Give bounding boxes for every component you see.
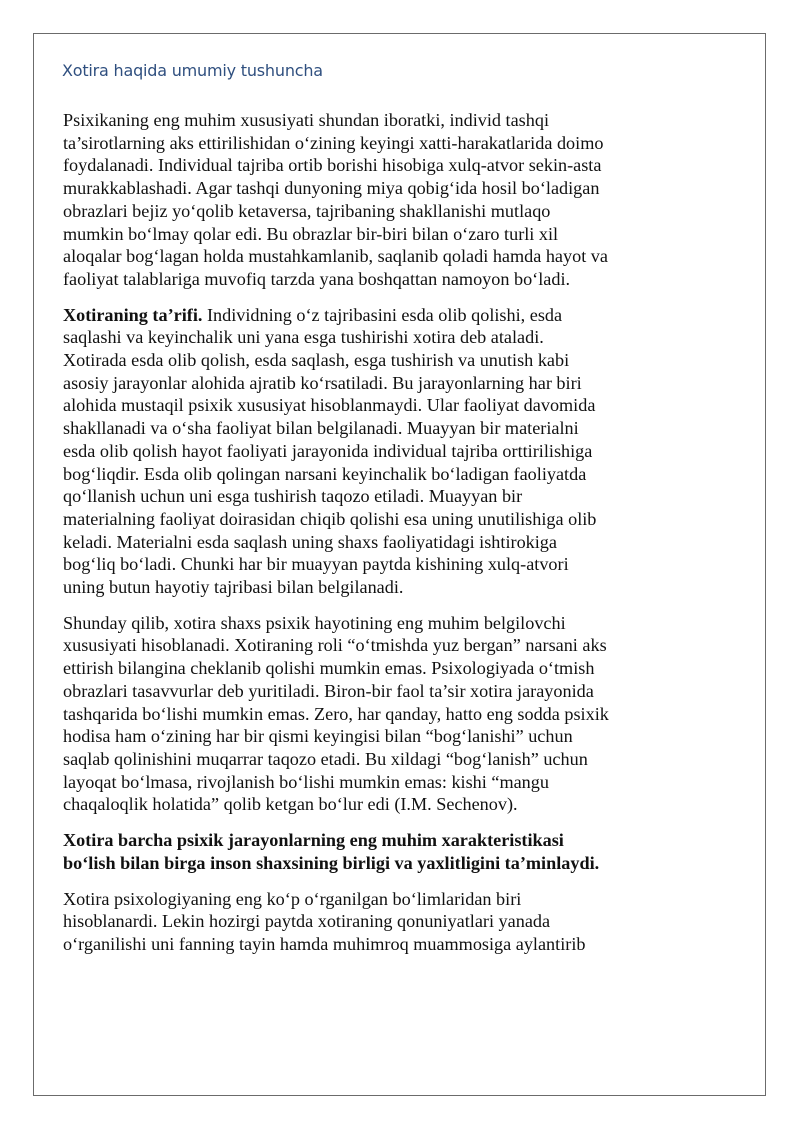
para-line: aloqalar bog‘lagan holda mustahkamlanib, saqlanib qoladi hamda hayot va <box>63 246 608 267</box>
para-line: shakllanadi va o‘sha faoliyat bilan belgilanadi. Muayyan bir materialni <box>63 418 579 439</box>
para-line: bog‘liq bo‘ladi. Chunki har bir muayyan paytda kishining xulq-atvori <box>63 554 569 575</box>
para-line: foydalanadi. Individual tajriba ortib borishi hisobiga xulq-atvor sekin-asta <box>63 155 602 176</box>
para-line: bo‘lish bilan birga inson shaxsining birligi va yaxlitligini ta’minlaydi. <box>63 852 600 873</box>
para-line: Individning o‘z tajribasini esda olib qolishi, esda <box>202 304 563 325</box>
para-line: chaqaloqlik holatida” qolib ketgan bo‘lur edi (I.M. Sechenov). <box>63 794 518 815</box>
definition-lead: Xotiraning ta’rifi. <box>63 304 203 325</box>
para-line: tashqarida bo‘lishi mumkin emas. Zero, har qanday, hatto eng sodda psixik <box>63 703 609 724</box>
para-line: Xotira psixologiyaning eng ko‘p o‘rganilgan bo‘limlaridan biri <box>63 888 522 909</box>
paragraph-conclusion <box>63 612 688 816</box>
paragraph-bold-statement <box>63 829 688 874</box>
para-line: murakkablashadi. Agar tashqi dunyoning miya qobig‘ida hosil bo‘ladigan <box>63 178 600 199</box>
paragraph-intro <box>63 109 688 291</box>
para-line: qo‘llanish uchun uni esga tushirish taqozo etiladi. Muayyan bir <box>63 486 523 507</box>
para-line: saqlashi va keyinchalik uni yana esga tushirishi xotira deb ataladi. <box>63 327 544 348</box>
document-heading: Xotira haqida umumiy tushuncha <box>62 61 323 80</box>
para-line: alohida mustaqil psixik xususiyat hisoblanmaydi. Ular faoliyat davomida <box>63 395 596 416</box>
paragraph-final <box>63 888 688 956</box>
para-line: uning butun hayotiy tajribasi bilan belgilanadi. <box>63 577 404 598</box>
para-line: Shunday qilib, xotira shaxs psixik hayotining eng muhim belgilovchi <box>63 612 566 633</box>
document-body <box>63 109 688 969</box>
para-line: hodisa ham o‘zining har bir qismi keyingisi bilan “bog‘lanishi” uchun <box>63 726 573 747</box>
para-line: saqlab qolinishini muqarrar taqozo etadi. Bu xildagi “bog‘lanish” uchun <box>63 748 588 769</box>
para-line: Psixikaning eng muhim xususiyati shundan iboratki, individ tashqi <box>63 110 549 130</box>
para-line: Xotira barcha psixik jarayonlarning eng muhim xarakteristikasi <box>63 830 564 851</box>
para-line: xususiyati hisoblanadi. Xotiraning roli “o‘tmishda yuz bergan” narsani aks <box>63 635 607 656</box>
para-line: hisoblanardi. Lekin hozirgi paytda xotiraning qonuniyatlari yanada <box>63 911 551 932</box>
paragraph-definition <box>63 304 688 599</box>
para-line: layoqat bo‘lmasa, rivojlanish bo‘lishi mumkin emas: kishi “mangu <box>63 771 549 792</box>
para-line: materialning faoliyat doirasidan chiqib qolishi esa uning unutilishiga olib <box>63 508 597 529</box>
para-line: asosiy jarayonlar alohida ajratib ko‘rsatiladi. Bu jarayonlarning har biri <box>63 372 582 393</box>
para-line: o‘rganilishi uni fanning tayin hamda muhimroq muammosiga aylantirib <box>63 933 586 954</box>
para-line: ettirish bilangina cheklanib qolishi mumkin emas. Psixologiyada o‘tmish <box>63 658 595 679</box>
para-line: mumkin bo‘lmay qolar edi. Bu obrazlar bir-biri bilan o‘zaro turli xil <box>63 223 559 244</box>
para-line: keladi. Materialni esda saqlash uning shaxs faoliyatidagi ishtirokiga <box>63 531 557 552</box>
para-line: obrazlari bejiz yo‘qolib ketaversa, tajribaning shakllanishi mutlaqo <box>63 200 551 221</box>
para-line: faoliyat talablariga muvofiq tarzda yana boshqattan namoyon bo‘ladi. <box>63 268 571 289</box>
para-line: obrazlari tasavvurlar deb yuritiladi. Biron-bir faol ta’sir xotira jarayonida <box>63 680 594 701</box>
para-line: bog‘liqdir. Esda olib qolingan narsani keyinchalik bo‘ladigan faoliyatda <box>63 463 587 484</box>
para-line: Xotirada esda olib qolish, esda saqlash, esga tushirish va unutish kabi <box>63 350 570 371</box>
para-line: ta’sirotlarning aks ettirilishidan o‘zining keyingi xatti-harakatlarida doimo <box>63 132 604 153</box>
para-line: esda olib qolish hayot faoliyati jarayonida individual tajriba orttirilishiga <box>63 440 593 461</box>
